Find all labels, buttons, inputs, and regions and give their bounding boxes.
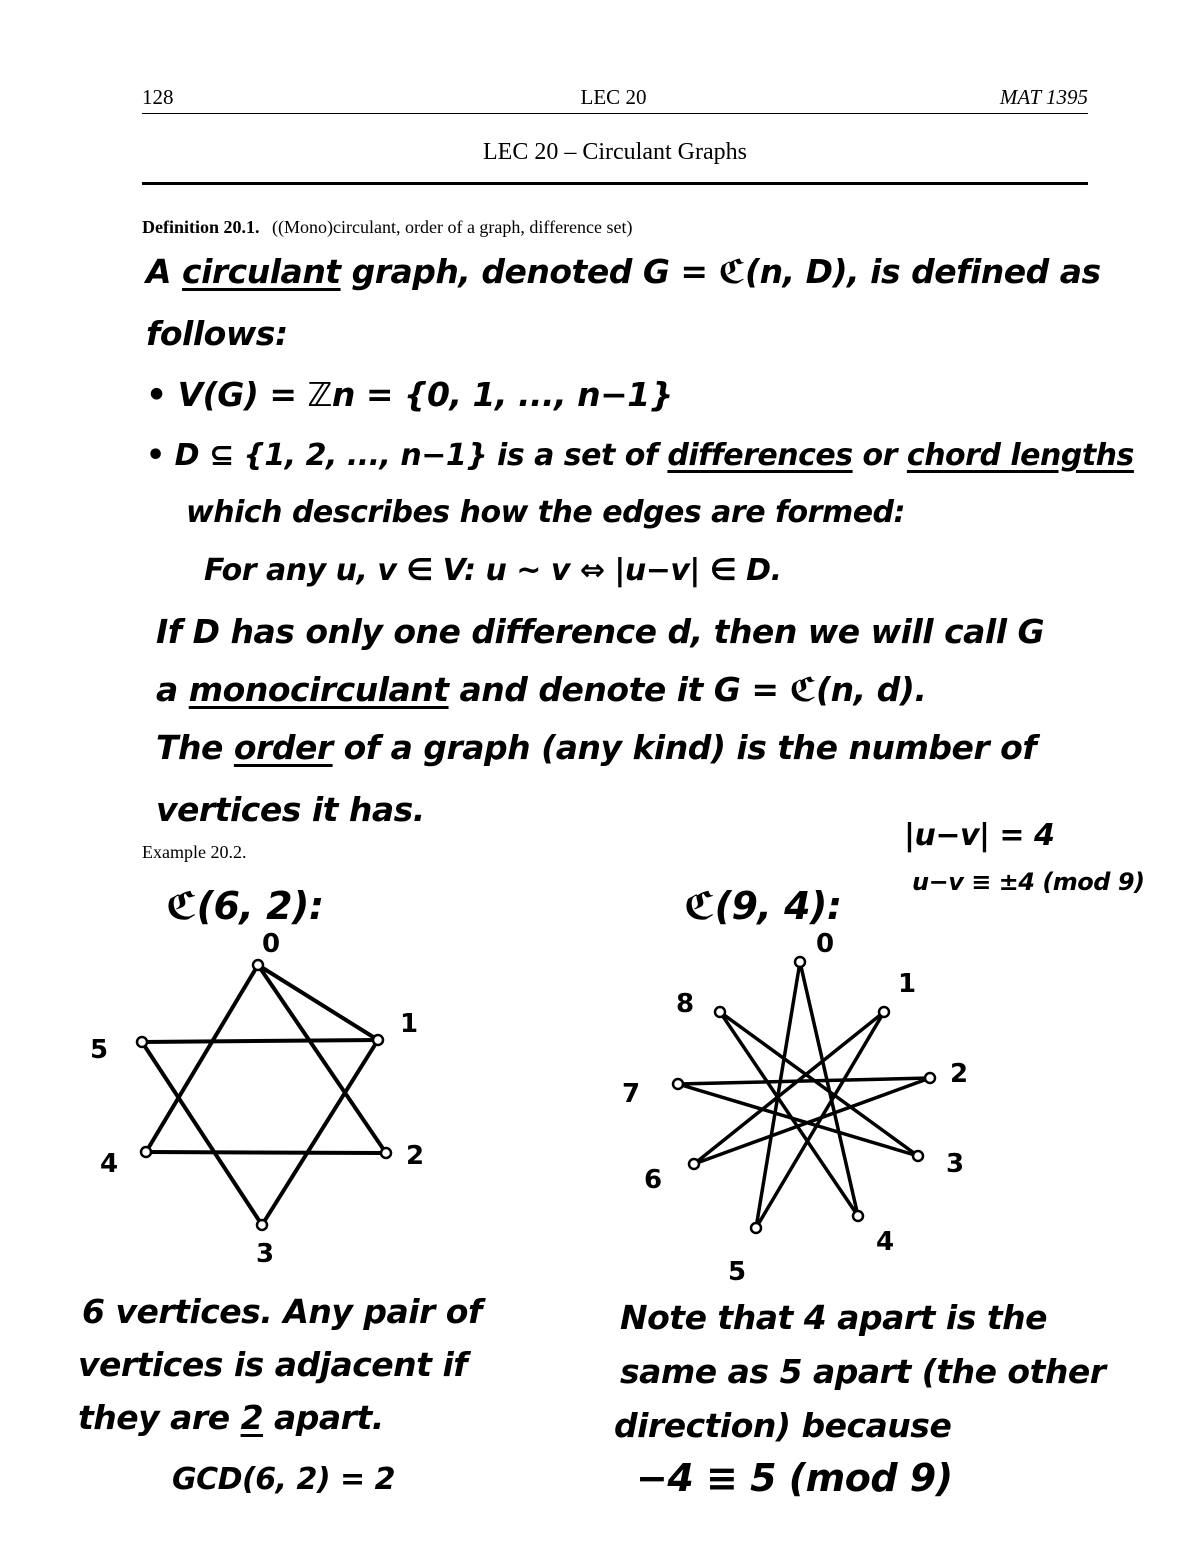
note-line-6: For any u, v ∈ V: u ~ v ⇔ |u−v| ∈ D. bbox=[204, 553, 782, 588]
definition-label: Definition 20.1. bbox=[142, 217, 260, 237]
right-note-4: −4 ≡ 5 (mod 9) bbox=[636, 1456, 953, 1500]
vertex-label-2: 2 bbox=[950, 1059, 969, 1089]
definition-heading bbox=[142, 217, 633, 238]
vertex-label-1: 1 bbox=[400, 1009, 419, 1039]
left-graph-name: ℭ(6, 2): bbox=[166, 884, 324, 928]
vertex-label-1: 1 bbox=[898, 969, 917, 999]
right-note-3: direction) because bbox=[614, 1406, 952, 1445]
vertex-dot-5 bbox=[137, 1037, 147, 1047]
note-line-1: A circulant graph, denoted G = ℭ(n, D), is defined as bbox=[146, 252, 1101, 291]
left-gcd: GCD(6, 2) = 2 bbox=[172, 1462, 395, 1497]
term-differences: differences bbox=[667, 438, 853, 473]
vertex-label-5: 5 bbox=[728, 1257, 747, 1287]
vertex-label-8: 8 bbox=[676, 989, 695, 1019]
vertex-dot-1 bbox=[879, 1007, 889, 1017]
note-line-5: which describes how the edges are formed: bbox=[186, 495, 906, 530]
note-line-3: • V(G) = ℤn = {0, 1, ..., n−1} bbox=[146, 375, 673, 414]
vertex-dot-1 bbox=[373, 1035, 383, 1045]
left-note-3: they are 2 apart. bbox=[78, 1398, 384, 1437]
right-graph-edges bbox=[678, 962, 930, 1228]
vertex-dot-6 bbox=[689, 1159, 699, 1169]
lecture-title: LEC 20 – Circulant Graphs bbox=[483, 139, 747, 165]
right-graph-diagram bbox=[600, 920, 1020, 1290]
vertex-label-4: 4 bbox=[876, 1227, 895, 1257]
aside-difference: |u−v| = 4 bbox=[904, 818, 1055, 853]
vertex-label-4: 4 bbox=[100, 1149, 119, 1179]
vertex-dot-8 bbox=[715, 1007, 725, 1017]
left-graph-edges bbox=[142, 965, 386, 1225]
note-line-9: The order of a graph (any kind) is the number of bbox=[156, 728, 1037, 767]
vertex-label-3: 3 bbox=[946, 1149, 965, 1179]
note-line-4: • D ⊆ {1, 2, ..., n−1} is a set of differences or chord lengths bbox=[146, 438, 1134, 473]
vertex-label-6: 6 bbox=[644, 1165, 663, 1195]
right-note-1: Note that 4 apart is the bbox=[620, 1298, 1047, 1337]
header-course: MAT 1395 bbox=[999, 85, 1088, 109]
vertex-label-0: 0 bbox=[816, 929, 835, 959]
term-monocirculant: monocirculant bbox=[188, 670, 449, 709]
vertex-label-7: 7 bbox=[622, 1079, 641, 1109]
vertex-dot-0 bbox=[795, 957, 805, 967]
note-line-7: If D has only one difference d, then we will call G bbox=[156, 612, 1045, 651]
vertex-label-2: 2 bbox=[406, 1141, 425, 1171]
edge-2-7 bbox=[678, 1078, 930, 1084]
header-rule bbox=[142, 113, 1088, 114]
edge-0-4 bbox=[800, 962, 858, 1216]
note-line-8: a monocirculant and denote it G = ℭ(n, d). bbox=[156, 670, 927, 709]
left-graph-diagram bbox=[60, 920, 480, 1270]
vertex-dot-3 bbox=[257, 1220, 267, 1230]
note-line-2: follows: bbox=[146, 314, 288, 353]
edge-5-1 bbox=[142, 1040, 378, 1042]
right-graph-name: ℭ(9, 4): bbox=[684, 884, 842, 928]
edge-0-2 bbox=[258, 965, 378, 1040]
header-section: LEC 20 bbox=[580, 85, 647, 109]
vertex-dot-4 bbox=[853, 1211, 863, 1221]
right-note-2: same as 5 apart (the other bbox=[620, 1352, 1106, 1391]
term-order: order bbox=[233, 728, 333, 767]
edge-0-4 bbox=[146, 965, 258, 1152]
edge-4-8 bbox=[720, 1012, 858, 1216]
edge-1-3 bbox=[262, 1040, 378, 1225]
term-two: 2 bbox=[240, 1398, 264, 1437]
vertex-dot-2 bbox=[381, 1148, 391, 1158]
edge-4-2 bbox=[146, 1152, 386, 1153]
vertex-dot-5 bbox=[751, 1223, 761, 1233]
vertex-label-3: 3 bbox=[256, 1239, 275, 1269]
edge-5-3 bbox=[142, 1042, 262, 1225]
vertex-dot-4 bbox=[141, 1147, 151, 1157]
left-note-2: vertices is adjacent if bbox=[78, 1345, 468, 1384]
left-note-1: 6 vertices. Any pair of bbox=[82, 1292, 482, 1331]
aside-congruence: u−v ≡ ±4 (mod 9) bbox=[912, 868, 1145, 896]
vertex-dot-3 bbox=[913, 1151, 923, 1161]
example-label: Example 20.2. bbox=[142, 842, 247, 862]
term-chord-lengths: chord lengths bbox=[906, 438, 1134, 473]
vertex-dot-0 bbox=[253, 960, 263, 970]
note-line-10: vertices it has. bbox=[156, 790, 425, 829]
title-rule bbox=[142, 182, 1088, 185]
term-circulant: circulant bbox=[182, 252, 341, 291]
definition-description: ((Mono)circulant, order of a graph, difference set) bbox=[272, 217, 633, 237]
vertex-label-5: 5 bbox=[90, 1035, 109, 1065]
vertex-dot-7 bbox=[673, 1079, 683, 1089]
vertex-dot-2 bbox=[925, 1073, 935, 1083]
page-number: 128 bbox=[142, 85, 174, 109]
vertex-label-0: 0 bbox=[262, 929, 281, 959]
